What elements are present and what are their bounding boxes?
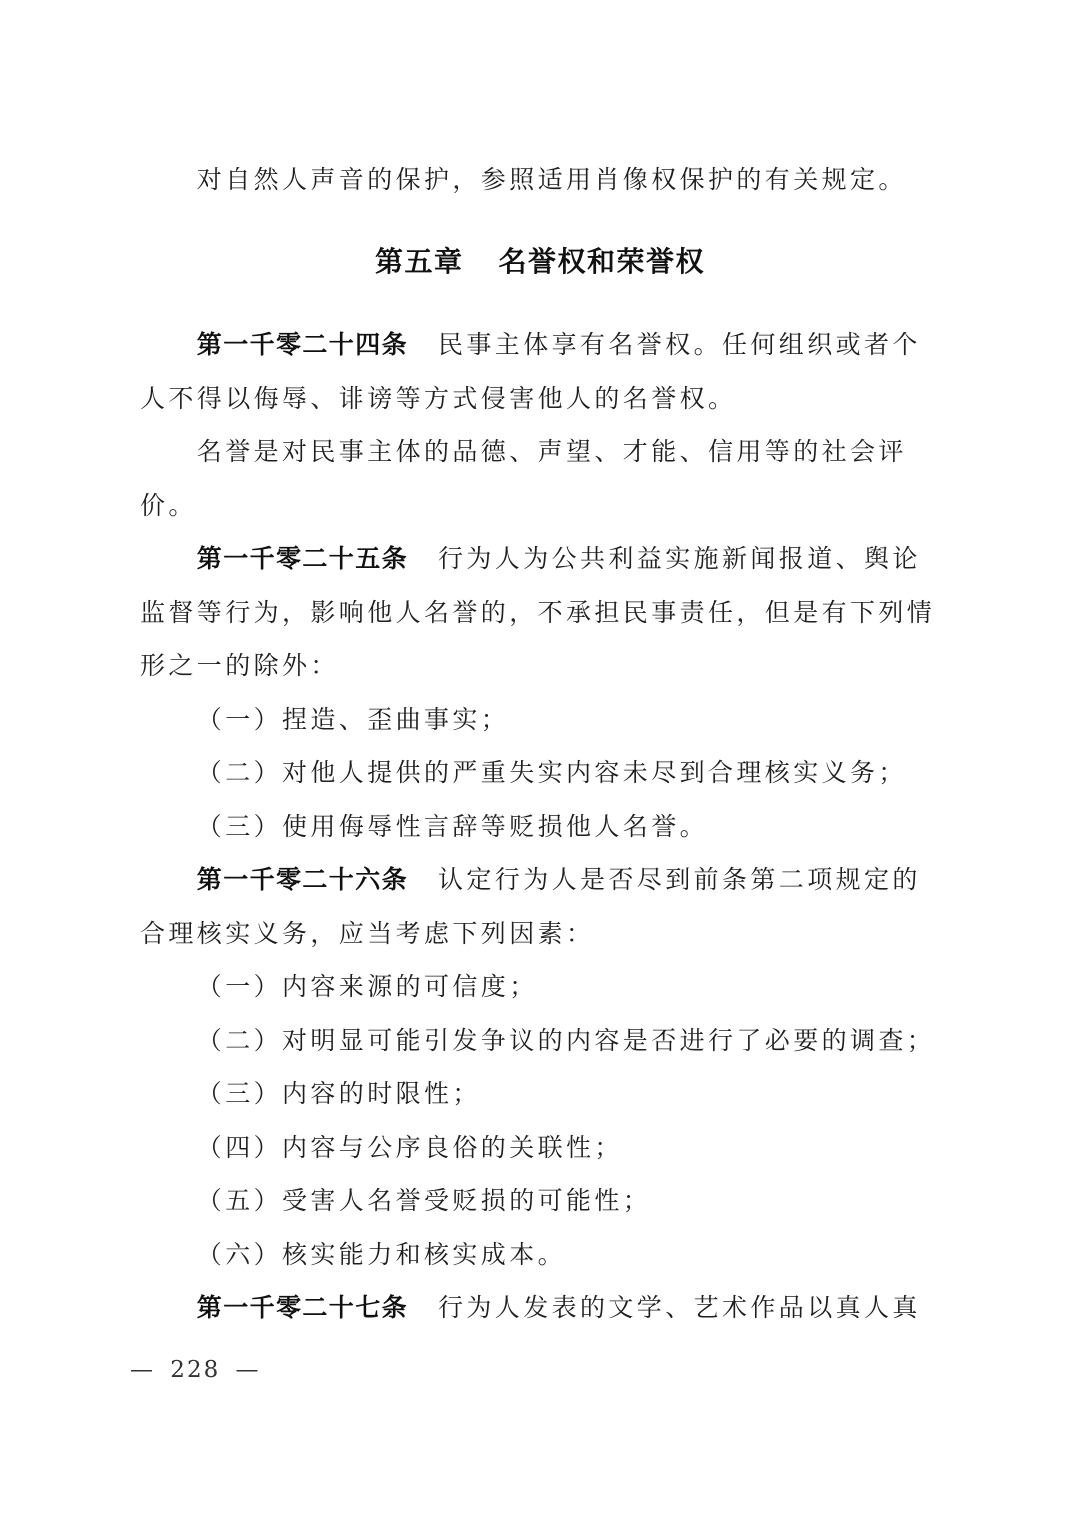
article-1024 [140, 318, 940, 532]
text-line: 行为人发表的文学、艺术作品以真人真 [438, 1293, 921, 1322]
text-line: 合理核实义务，应当考虑下列因素： [140, 918, 595, 948]
text-line: 名誉是对民事主体的品德、声望、才能、信用等的社会评 [196, 437, 907, 466]
text-line: 对自然人声音的保护，参照适用肖像权保护的有关规定。 [196, 165, 907, 194]
article-first-line [140, 853, 940, 907]
article-label: 第一千零二十七条 [196, 1293, 408, 1322]
list-item: （六）核实能力和核实成本。 [196, 1239, 566, 1269]
list-item: （五）受害人名誉受贬损的可能性； [196, 1186, 652, 1215]
page-number: — 228 — [130, 1357, 261, 1383]
text-line: 行为人为公共利益实施新闻报道、舆论 [438, 544, 921, 573]
article-first-line [140, 318, 940, 372]
article-1027 [140, 1281, 940, 1335]
text-line: 人不得以侮辱、诽谤等方式侵害他人的名誉权。 [140, 383, 737, 413]
list-item: （三）内容的时限性； [196, 1079, 481, 1108]
article-label: 第一千零二十四条 [196, 330, 408, 359]
article-1026 [140, 853, 940, 1281]
article-label: 第一千零二十五条 [196, 544, 408, 573]
article-label: 第一千零二十六条 [196, 865, 408, 894]
list-item: （一）捏造、歪曲事实； [196, 704, 510, 734]
carryover-paragraph [140, 153, 940, 207]
article-first-line [140, 532, 940, 586]
text-line: 民事主体享有名誉权。任何组织或者个 [438, 330, 921, 359]
article-first-line [140, 1281, 940, 1335]
article-1025 [140, 532, 940, 853]
list-item: （二）对明显可能引发争议的内容是否进行了必要的调查； [196, 1025, 936, 1055]
list-item: （三）使用侮辱性言辞等贬损他人名誉。 [196, 811, 708, 841]
list-item: （四）内容与公序良俗的关联性； [196, 1132, 623, 1162]
text-line: 认定行为人是否尽到前条第二项规定的 [438, 865, 921, 894]
list-item: （一）内容来源的可信度； [196, 972, 538, 1001]
text-line: 价。 [140, 490, 197, 520]
text-line: 监督等行为，影响他人名誉的，不承担民事责任，但是有下列情 [140, 597, 936, 627]
list-item: （二）对他人提供的严重失实内容未尽到合理核实义务； [196, 758, 907, 787]
text-line: 形之一的除外： [140, 651, 339, 680]
body-text [140, 318, 940, 1335]
chapter-number: 第五章 [374, 245, 464, 278]
chapter-title: 名誉权和荣誉权 [498, 245, 706, 278]
chapter-heading [0, 235, 1080, 289]
